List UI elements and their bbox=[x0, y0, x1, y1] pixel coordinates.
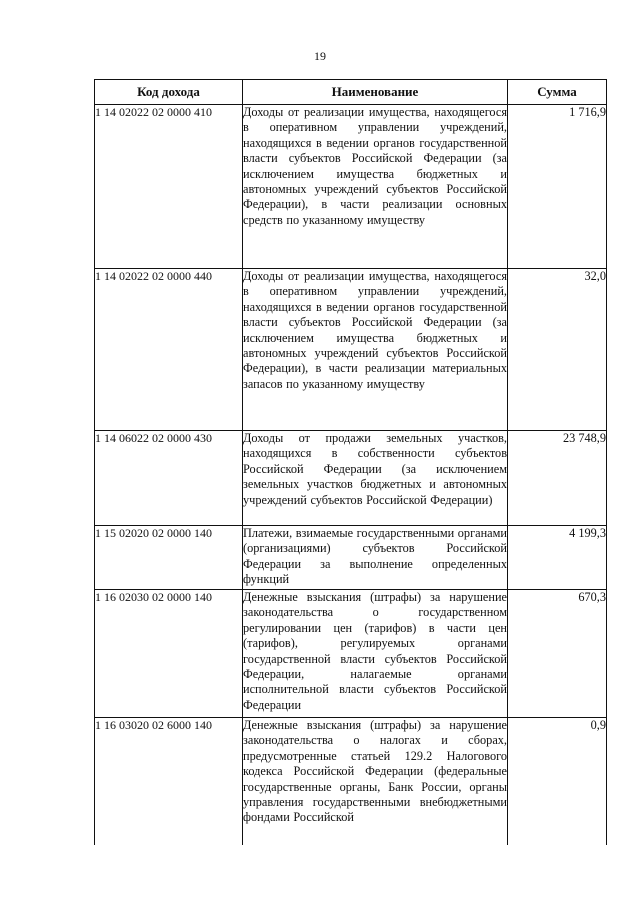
income-code-cell: 1 14 02022 02 0000 410 bbox=[95, 105, 243, 269]
income-code-cell: 1 16 02030 02 0000 140 bbox=[95, 590, 243, 718]
income-code-cell: 1 16 03020 02 6000 140 bbox=[95, 718, 243, 845]
header-code: Код дохода bbox=[95, 80, 243, 105]
table-row bbox=[95, 526, 607, 590]
income-code-cell: 1 15 02020 02 0000 140 bbox=[95, 526, 243, 590]
table-row bbox=[95, 590, 607, 718]
income-code-cell: 1 14 02022 02 0000 440 bbox=[95, 269, 243, 431]
income-table bbox=[94, 79, 607, 845]
table-row bbox=[95, 718, 607, 845]
table-row bbox=[95, 431, 607, 526]
income-name-cell: Денежные взыскания (штрафы) за нарушение законодательства о государственном регулировании цен (тарифов) в части цен (тарифов), регулируемых органами государственной власти субъектов Российской Федерации, налагаемые органами исполнительной власти субъектов Российской Федерации bbox=[243, 590, 508, 718]
income-name-cell: Доходы от реализации имущества, находящегося в оперативном управлении учреждений, находящихся в ведении органов государственной власти субъектов Российской Федерации (за исключением имущества бюджетных и автономных учреждений субъектов Российской Федерации), в части реализации основных средств по указанному имуществу bbox=[243, 105, 508, 269]
income-sum-cell: 23 748,9 bbox=[508, 431, 607, 526]
header-sum: Сумма bbox=[508, 80, 607, 105]
income-name-cell: Платежи, взимаемые государственными органами (организациями) субъектов Российской Федерации за выполнение определенных функций bbox=[243, 526, 508, 590]
table-row bbox=[95, 105, 607, 269]
income-sum-cell: 0,9 bbox=[508, 718, 607, 845]
header-name: Наименование bbox=[243, 80, 508, 105]
table-row bbox=[95, 269, 607, 431]
income-name-cell: Доходы от реализации имущества, находящегося в оперативном управлении учреждений, находящихся в ведении органов государственной власти субъектов Российской Федерации (за исключением имущества бюджетных и автономных учреждений субъектов Российской Федерации), в части реализации материальных запасов по указанному имуществу bbox=[243, 269, 508, 431]
income-name-cell: Денежные взыскания (штрафы) за нарушение законодательства о налогах и сборах, предусмотренные статьей 129.2 Налогового кодекса Российской Федерации (федеральные государственные органы, Банк России, органы управления государственными внебюджетными фондами Российской bbox=[243, 718, 508, 845]
income-sum-cell: 32,0 bbox=[508, 269, 607, 431]
income-sum-cell: 4 199,3 bbox=[508, 526, 607, 590]
table-header-row bbox=[95, 80, 607, 105]
income-sum-cell: 670,3 bbox=[508, 590, 607, 718]
income-name-cell: Доходы от продажи земельных участков, находящихся в собственности субъектов Российской Федерации (за исключением земельных участков бюджетных и автономных учреждений субъектов Российской Федерации) bbox=[243, 431, 508, 526]
page-number: 19 bbox=[314, 49, 326, 63]
income-sum-cell: 1 716,9 bbox=[508, 105, 607, 269]
income-code-cell: 1 14 06022 02 0000 430 bbox=[95, 431, 243, 526]
